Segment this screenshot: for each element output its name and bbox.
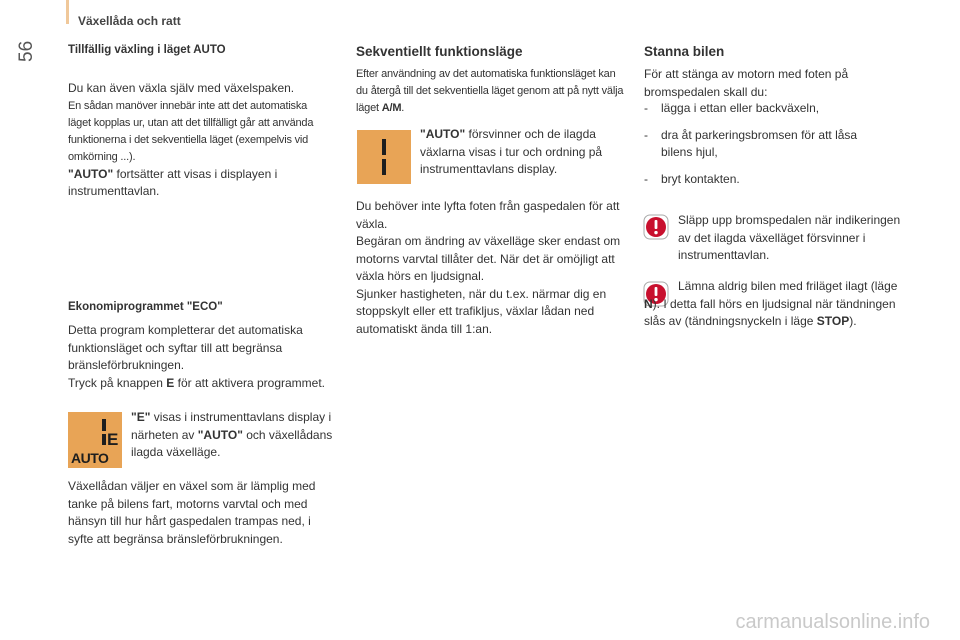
chapter-title: Växellåda och ratt <box>78 14 181 28</box>
text-span: ). I detta fall hörs en ljudsignal när tändningen slås av (tändningsnyckeln i läge <box>644 296 896 328</box>
list-item-text: dra åt parkeringsbromsen för att låsa bilens hjul, <box>661 127 858 159</box>
auto-label: "AUTO" <box>197 427 243 442</box>
text-span: och växellådans ilagda växelläge. <box>131 427 333 459</box>
header-accent-bar <box>66 0 69 24</box>
list-dash: - <box>644 127 648 142</box>
list-dash: - <box>644 101 648 115</box>
page-number: 56 <box>16 40 37 62</box>
list-item <box>644 127 914 162</box>
paragraph <box>356 66 628 117</box>
text-span: försvinner och de ilagda växlarna visas i tur och ordning på instrumenttavlans display. <box>420 127 603 176</box>
e-label: "E" <box>131 410 151 424</box>
section-title-stop-car: Stanna bilen <box>644 44 725 59</box>
section-title-temporary-shift: Tillfällig växling i läget AUTO <box>68 44 226 56</box>
paragraph: Detta program kompletterar det automatiska funktionsläget och syftar till att begränsa bränsleförbrukningen. <box>68 323 303 372</box>
paragraph <box>68 166 330 201</box>
am-mode-label: A/M <box>381 102 402 114</box>
e-button-label: E <box>166 375 175 390</box>
text-span: för att aktivera programmet. <box>174 375 326 390</box>
watermark: carmanualsonline.info <box>735 611 930 633</box>
eco-display-text <box>131 409 341 462</box>
eco-e-letter: E <box>107 430 119 449</box>
text-span: visas i instrumenttavlans display i närheten av <box>131 410 332 442</box>
paragraph: Du kan även växla själv med växelspaken. <box>68 81 295 95</box>
text-span: ). <box>849 314 857 328</box>
list-item <box>644 171 914 189</box>
section-body-sequential <box>356 198 632 338</box>
list-dash: - <box>644 171 648 186</box>
text-span: Efter användning av det automatiska funktionsläget kan du återgå till det sekventiella läget genom att på nytt välja läget <box>356 68 624 114</box>
sequential-display-icon <box>357 130 411 184</box>
auto-e-display-icon <box>68 412 122 468</box>
section-body-eco <box>68 322 338 392</box>
warning-text-neutral <box>644 278 912 331</box>
paragraph: För att stänga av motorn med foten på bromspedalen skall du: <box>644 67 849 99</box>
section-title-eco: Ekonomiprogrammet "ECO" <box>68 301 223 313</box>
section-body-temporary-shift <box>68 80 330 201</box>
auto-label: "AUTO" <box>420 127 466 141</box>
paragraph: Begäran om ändring av växelläge sker endast om motorns varvtal tillåter det. När det är omöjligt att växla hörs en ljudsignal. <box>356 234 621 283</box>
list-item <box>644 100 914 118</box>
auto-letters: AUTO <box>71 450 109 466</box>
auto-label: "AUTO" <box>68 166 114 181</box>
paragraph: Växellådan väljer en växel som är lämplig med tanke på bilens fart, motorns varvtal och med hänsyn till hur hårt gaspedalen trampas ned, i syfte att begränsa bränsleförbrukningen. <box>68 479 316 546</box>
stop-steps-list <box>644 100 914 188</box>
text-span: Tryck på knappen <box>68 375 167 390</box>
paragraph: Du behöver inte lyfta foten från gaspedalen för att växla. <box>356 199 620 231</box>
text-span: Lämna aldrig bilen med friläget ilagt (läge <box>678 279 898 293</box>
neutral-label: N <box>644 296 653 311</box>
paragraph <box>68 375 338 393</box>
gear-indicator-icon <box>357 130 411 184</box>
paragraph: En sådan manöver innebär inte att det automatiska läget kopplas ur, utan att det tillfälligt går att använda funktionerna i det sekventiella läget (exempelvis vid omkörning ...). <box>68 99 314 163</box>
warning-text-brake: Släpp upp bromspedalen när indikeringen av det ilagda växelläget försvinner i instrumenttavlan. <box>678 213 901 262</box>
text-span: . <box>401 102 405 114</box>
paragraph: Sjunker hastigheten, när du t.ex. närmar dig en stoppskylt eller ett trafikljus, växlar lådan ned automatiskt ända till 1:an. <box>356 286 607 336</box>
section-title-sequential: Sekventiellt funktionsläge <box>356 44 523 59</box>
warning-icon <box>643 214 669 240</box>
list-item-text: lägga i ettan eller backväxeln, <box>661 101 820 115</box>
text-span: fortsätter att visas i displayen i instrumenttavlan. <box>68 166 278 198</box>
stop-label: STOP <box>816 314 850 328</box>
list-item-text: bryt kontakten. <box>661 171 740 186</box>
sequential-display-text <box>420 126 630 179</box>
